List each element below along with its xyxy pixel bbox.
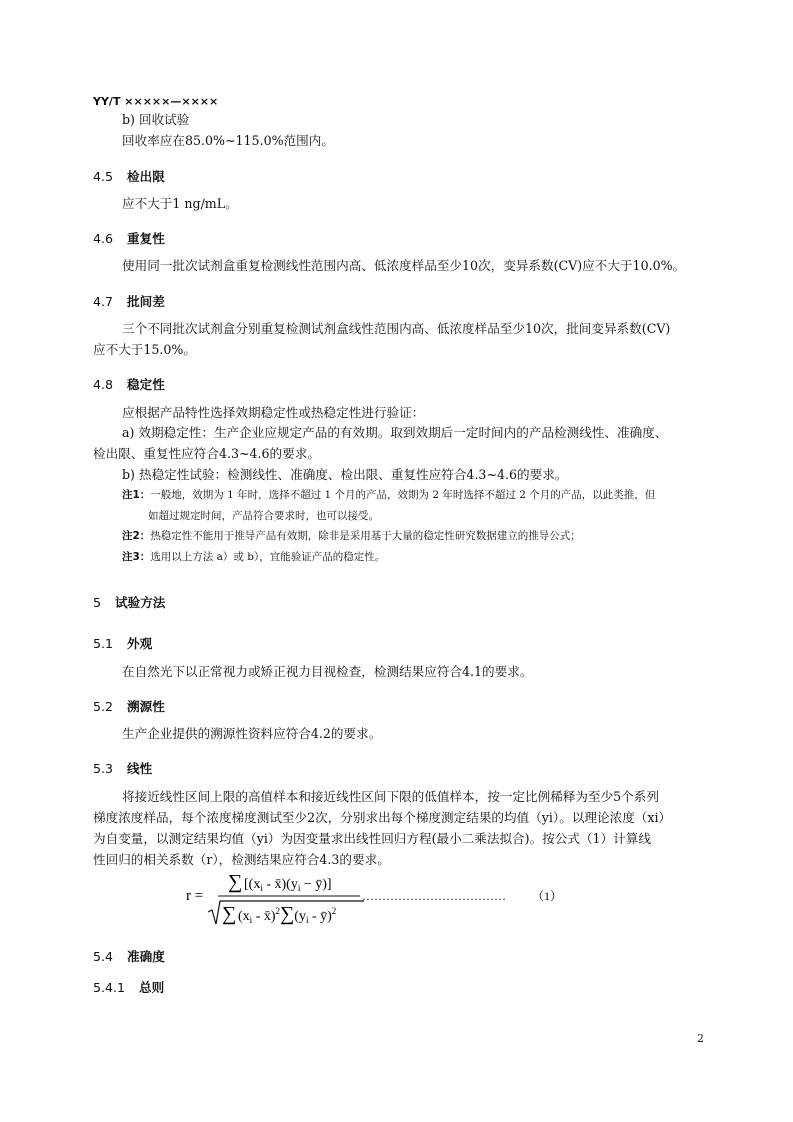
note-label: 注1： <box>122 489 151 501</box>
section-heading-5-3 <box>93 758 152 777</box>
section-heading-5-1 <box>93 633 152 652</box>
section-title: 总则 <box>139 980 165 995</box>
linearity-text-line4: 性回归的相关系数（r），检测结果应符合4.3的要求。 <box>93 852 390 867</box>
section-number: 5.2 <box>93 699 114 714</box>
recovery-test-text: 回收率应在85.0%~115.0%范围内。 <box>122 133 334 148</box>
section-title: 重复性 <box>127 231 165 246</box>
section-title: 稳定性 <box>127 377 165 392</box>
note-label: 注3： <box>122 551 151 563</box>
linearity-text-line1: 将接近线性区间上限的高值样本和接近线性区间下限的低值样本，按一定比例稀释为至少5个系列 <box>122 789 659 804</box>
stability-intro: 应根据产品特性选择效期稳定性或热稳定性进行验证： <box>122 405 425 420</box>
section-heading-4-6 <box>93 228 165 247</box>
section-heading-5-4 <box>93 946 165 965</box>
section-number: 5 <box>93 595 102 610</box>
section-number: 5.1 <box>93 636 114 651</box>
section-heading-5-2 <box>93 696 165 715</box>
section-heading-4-7 <box>93 291 165 310</box>
note-text: 一般地，效期为 1 年时，选择不超过 1 个月的产品，效期为 2 年时选择不超过 2 个月的产品，以此类推，但 <box>150 489 656 501</box>
shelf-life-stability-line2: 检出限、重复性应符合4.3~4.6的要求。 <box>93 446 320 461</box>
section-number: 4.7 <box>93 294 114 309</box>
formula-numerator: [($x_i$ - $x̄)(y_i$ − ȳ)] <box>244 877 332 893</box>
section-number: 4.5 <box>93 169 114 184</box>
section-number: 5.4.1 <box>93 980 126 995</box>
note-1-line2: 如超过规定时间，产品符合要求时，也可以接受。 <box>148 510 379 522</box>
section-heading-4-5 <box>93 166 165 185</box>
section-heading-4-8 <box>93 374 165 393</box>
section-text-5-1: 在自然光下以正常视力或矫正视力目视检查，检测结果应符合4.1的要求。 <box>122 664 533 679</box>
formula-number: （1） <box>532 889 563 903</box>
shelf-life-stability-line1: a) 效期稳定性：生产企业应规定产品的有效期。取到效期后一定时间内的产品检测线性、准确度、 <box>122 425 668 440</box>
note-text: 热稳定性不能用于推导产品有效期，除非是采用基于大量的稳定性研究数据建立的推导公式； <box>150 530 581 542</box>
formula-sum-symbol: ∑ <box>222 903 237 925</box>
note-label: 注2： <box>122 530 151 542</box>
linearity-text-line3: 为自变量，以测定结果均值（yi）为因变量求出线性回归方程(最小二乘法拟合)。按公式（1）计算线 <box>93 831 651 846</box>
section-text-5-2: 生产企业提供的溯源性资料应符合4.2的要求。 <box>122 726 382 741</box>
section-title: 试验方法 <box>115 595 166 610</box>
formula-lhs: r = <box>186 888 204 904</box>
note-1-line1 <box>122 488 655 502</box>
section-text-4-7-line2: 应不大于15.0%。 <box>93 342 196 357</box>
section-text-4-5: 应不大于1 ng/mL。 <box>122 196 238 211</box>
section-title: 线性 <box>127 761 153 776</box>
formula-denominator: ($x_i$ - $x̄)^2\sum(y_i$ - ȳ)$^2$ <box>238 903 337 925</box>
thermal-stability-line: b) 热稳定性试验：检测线性、准确度、检出限、重复性应符合4.3~4.6的要求。 <box>122 467 568 482</box>
section-number: 5.3 <box>93 761 114 776</box>
note-3 <box>122 550 385 564</box>
section-heading-5-4-1 <box>93 977 164 996</box>
section-title: 外观 <box>127 636 153 651</box>
section-number: 5.4 <box>93 949 114 964</box>
recovery-test-title: b) 回收试验 <box>122 112 190 127</box>
section-title: 检出限 <box>127 169 165 184</box>
section-title: 溯源性 <box>127 699 165 714</box>
note-2 <box>122 529 581 543</box>
correlation-formula <box>180 868 620 930</box>
document-code: YY/T ×××××—×××× <box>93 95 219 108</box>
section-title: 批间差 <box>127 294 165 309</box>
section-number: 4.8 <box>93 377 114 392</box>
section-number: 4.6 <box>93 231 114 246</box>
section-text-4-6: 使用同一批次试剂盒重复检测线性范围内高、低浓度样品至少10次，变异系数(CV)应不大于10.0%。 <box>122 258 686 273</box>
section-text-4-7-line1: 三个不同批次试剂盒分别重复检测试剂盒线性范围内高、低浓度样品至少10次，批间变异系数(CV) <box>122 321 671 336</box>
linearity-text-line2: 梯度浓度样品，每个浓度梯度测试至少2次，分别求出每个梯度测定结果的均值（yi）。以理论浓度（xi） <box>93 810 672 825</box>
section-title: 准确度 <box>127 949 165 964</box>
section-heading-5 <box>93 592 165 611</box>
formula-sum-symbol: ∑ <box>228 871 243 893</box>
formula-leader-dots: ……………………………… <box>362 889 506 903</box>
note-text: 选用以上方法 a）或 b），宜能验证产品的稳定性。 <box>150 551 386 563</box>
page-number: 2 <box>697 1032 704 1045</box>
